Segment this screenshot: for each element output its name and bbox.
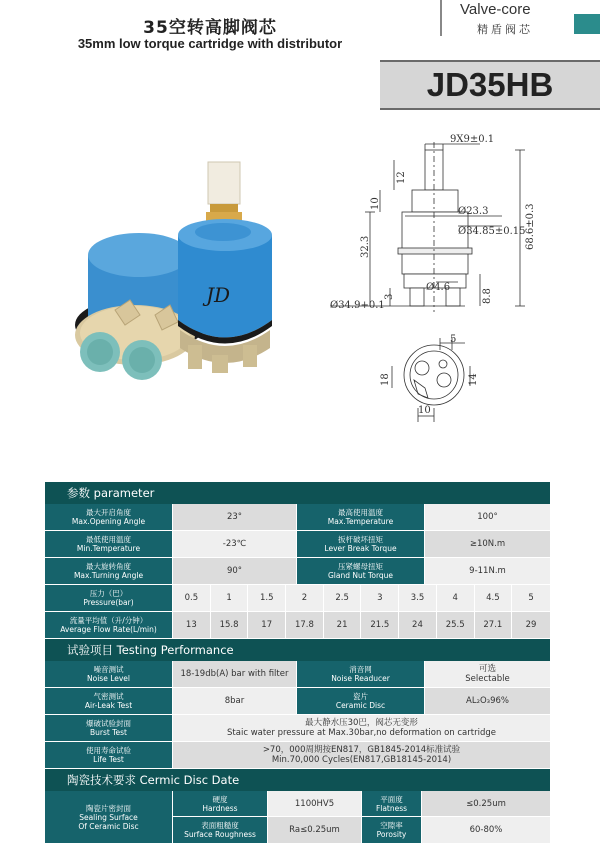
section-ceramic: 陶瓷技术要求 Cermic Disc Date (45, 769, 550, 791)
table-value-cell: 21.5 (361, 612, 399, 638)
table-value-cell: 9-11N.m (425, 558, 550, 584)
table-value-cell: ≤0.25um (422, 791, 550, 816)
product-photo (60, 150, 300, 390)
table-label-cell (173, 791, 268, 816)
dim-d5: 5 (450, 334, 457, 345)
brand-en: Valve-core (460, 1, 531, 18)
cell-text: Noise Level (87, 674, 130, 683)
section-testing: 试验项目 Testing Performance (45, 639, 550, 661)
testing-row (45, 688, 550, 715)
cell-text: 瓷片 (353, 692, 368, 701)
table-value-cell: 90° (173, 558, 297, 584)
table-label-cell (45, 504, 173, 530)
cell-text: 压紧螺母扭矩 (338, 562, 383, 571)
cell-text: 压力（巴） (89, 589, 128, 598)
cell-text: 最大旋转角度 (86, 562, 131, 571)
dim-stem: 9X9±0.1 (450, 134, 495, 145)
dim-d2: Ø34.85±0.15 (458, 226, 526, 237)
dim-d46: Ø4.6 (426, 282, 451, 293)
dim-d10: 10 (418, 405, 431, 416)
ceramic-block (45, 791, 550, 843)
cell-text: Porosity (376, 830, 407, 839)
model-number: JD35HB (426, 66, 554, 103)
cell-text: Life Test (93, 755, 124, 764)
table-value-cell: 17.8 (286, 612, 324, 638)
cell-text: 可选 (478, 664, 496, 674)
cell-text: 平面度 (380, 794, 403, 804)
cell-text: 最低使用温度 (86, 535, 131, 544)
table-value-cell: 1.5 (248, 585, 286, 611)
table-value-cell: 4 (437, 585, 475, 611)
table-value-cell: 24 (399, 612, 437, 638)
dim-d14: 14 (468, 373, 479, 386)
cell-text: Gland Nut Torque (327, 571, 394, 580)
brand-accent-block (574, 14, 600, 34)
table-label-cell (45, 612, 173, 638)
cell-text: Pressure(bar) (83, 598, 134, 607)
table-value-cell: 2 (286, 585, 324, 611)
table-label-cell (362, 791, 422, 816)
dim-h323: 32.3 (360, 235, 371, 258)
dim-d1: Ø23.3 (458, 206, 489, 217)
cell-text: Average Flow Rate(L/min) (60, 625, 157, 634)
table-label-cell (297, 558, 425, 584)
cell-text: Max.Temperature (327, 517, 394, 526)
table-value-cell (173, 742, 550, 768)
section-parameter: 参数 parameter (45, 482, 550, 504)
cell-text: Selectable (465, 674, 510, 684)
cell-text: Burst Test (90, 728, 127, 737)
cell-text: Min.Temperature (76, 544, 141, 553)
cartridge-front (178, 162, 272, 373)
cell-text: 最大静水压30巴，阀芯无变形 (305, 718, 418, 728)
testing-row (45, 661, 550, 688)
cell-text: 最大开启角度 (86, 508, 131, 517)
cell-text: Max.Turning Angle (73, 571, 144, 580)
table-label-cell (45, 585, 173, 611)
cell-text: 扳杆破坏扭矩 (338, 535, 383, 544)
cell-text: 气密测试 (93, 692, 124, 701)
cell-text: Air-Leak Test (84, 701, 133, 710)
title-en: 35mm low torque cartridge with distributor (77, 36, 343, 51)
table-value-cell: 17 (248, 612, 286, 638)
table-value-cell: 25.5 (437, 612, 475, 638)
dim-h10: 10 (370, 197, 381, 210)
table-value-cell: AL₂O₃96% (425, 688, 550, 714)
param-row (45, 504, 550, 531)
dim-h12: 12 (396, 171, 407, 184)
table-value-cell: -23℃ (173, 531, 297, 557)
table-value-cell: 60-80% (422, 817, 550, 843)
table-label-cell (45, 531, 173, 557)
cell-text: 空隙率 (380, 821, 403, 830)
cell-text: 爆破试验封面 (86, 719, 131, 728)
table-value-cell: 2.5 (324, 585, 362, 611)
cell-text: Sealing Surface (79, 812, 138, 822)
dim-h-total: 68.6±0.3 (525, 203, 536, 250)
table-value-cell: 23° (173, 504, 297, 530)
cell-text: Staic water pressure at Max.30bar,no deformation on cartridge (227, 728, 496, 738)
cell-text: Min.70,000 Cycles(EN817,GB18145-2014) (271, 755, 452, 765)
cell-text: 噪音测试 (93, 665, 124, 674)
table-value-cell: 18-19db(A) bar with filter (173, 661, 297, 687)
table-value-cell: ≥10N.m (425, 531, 550, 557)
cell-text: 陶瓷片密封面 (86, 803, 131, 813)
burst-row (45, 715, 550, 742)
table-value-cell: 3 (361, 585, 399, 611)
table-value-cell: 1 (211, 585, 249, 611)
cell-text: 消音网 (349, 665, 372, 674)
title-cn: 35空转高脚阀芯 (143, 18, 277, 38)
brand-cn: 精盾阀芯 (477, 23, 533, 36)
table-value-cell (173, 715, 550, 741)
cell-text: >70，000周期按EN817，GB1845-2014标准试验 (262, 745, 461, 755)
cell-text: Max.Opening Angle (71, 517, 146, 526)
table-value-cell: 100° (425, 504, 550, 530)
table-value-cell: 27.1 (475, 612, 513, 638)
flow-row (45, 612, 550, 639)
table-value-cell: 8bar (173, 688, 297, 714)
table-value-cell: 1100HV5 (268, 791, 362, 816)
table-label-cell (362, 817, 422, 843)
table-label-cell (45, 715, 173, 741)
cell-text: Ceramic Disc (335, 701, 386, 710)
table-label-cell (45, 688, 173, 714)
cell-text: 使用寿命试验 (86, 746, 131, 755)
pressure-row (45, 585, 550, 612)
cell-text: 表面粗糙度 (201, 821, 239, 830)
dim-d18: 18 (380, 373, 391, 386)
table-value-cell: 0.5 (173, 585, 211, 611)
dim-h88: 8.8 (482, 288, 493, 304)
table-value-cell: Ra≤0.25um (268, 817, 362, 843)
cell-text: Noise Readucer (331, 674, 390, 683)
param-row (45, 531, 550, 558)
product-logo: JD (206, 283, 231, 307)
table-label-cell (297, 688, 425, 714)
table-label-cell (173, 817, 268, 843)
spec-table (45, 482, 550, 843)
table-label-cell (297, 531, 425, 557)
table-label-cell (45, 742, 173, 768)
table-label-cell (297, 504, 425, 530)
cell-text: 最高使用温度 (338, 508, 383, 517)
cell-text: Flatness (375, 803, 408, 813)
table-value-cell: 29 (512, 612, 550, 638)
table-value-cell: 5 (512, 585, 550, 611)
cell-text: Hardness (202, 803, 238, 813)
table-value-cell: 3.5 (399, 585, 437, 611)
table-value-cell (425, 661, 550, 687)
cell-text: Surface Roughness (184, 830, 256, 839)
table-value-cell: 4.5 (475, 585, 513, 611)
cell-text: 硬度 (212, 794, 228, 804)
cell-text: Of Ceramic Disc (78, 821, 139, 831)
cell-text: Lever Break Torque (324, 544, 397, 553)
dim-d349: Ø34.9+0.1 (330, 300, 385, 311)
table-value-cell: 15.8 (211, 612, 249, 638)
table-value-cell: 21 (324, 612, 362, 638)
table-value-cell: 13 (173, 612, 211, 638)
dim-h3: 3 (384, 293, 395, 300)
table-label-cell (45, 661, 173, 687)
table-label-cell (297, 661, 425, 687)
table-label-cell (45, 791, 173, 843)
table-label-cell (45, 558, 173, 584)
param-row (45, 558, 550, 585)
brand-divider (440, 0, 442, 36)
life-row (45, 742, 550, 769)
cell-text: 流量平均值（升/分钟） (69, 616, 148, 625)
technical-drawing (330, 130, 600, 430)
